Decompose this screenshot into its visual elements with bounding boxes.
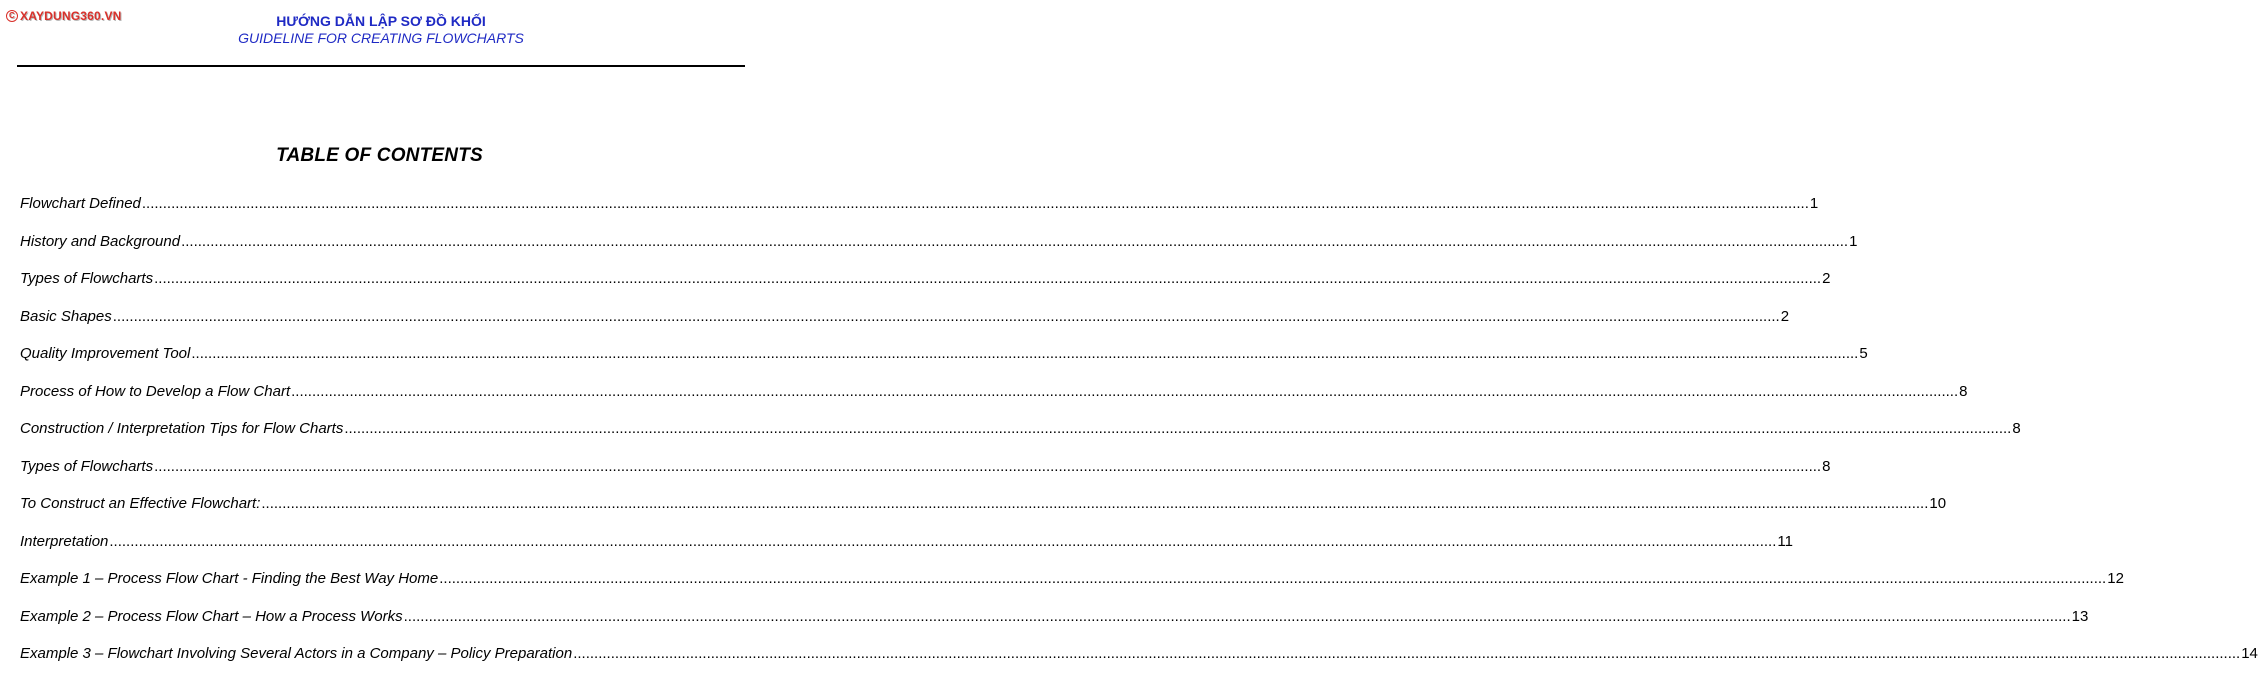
header-divider xyxy=(17,65,745,67)
toc-entry[interactable] xyxy=(20,419,2021,457)
toc-entry-title: Interpretation xyxy=(20,532,109,550)
toc-entry[interactable] xyxy=(20,607,2089,645)
header-title-vietnamese: HƯỚNG DẪN LẬP SƠ ĐỒ KHỐI xyxy=(276,13,486,29)
toc-leader-dots: ................................................................................................................................................................................................................................................................................................................................................................................................................ xyxy=(261,495,1929,512)
toc-entry[interactable] xyxy=(20,644,2258,682)
toc-entry-page: 2 xyxy=(1822,270,1831,287)
toc-leader-dots: ................................................................................................................................................................................................................................................................................................................................................................................................................ xyxy=(191,345,1859,362)
toc-entry-title: Example 1 – Process Flow Chart - Finding the Best Way Home xyxy=(20,570,439,587)
header-title-english: GUIDELINE FOR CREATING FLOWCHARTS xyxy=(238,30,524,46)
watermark-text: XAYDUNG360.VN xyxy=(20,9,122,23)
toc-entry-page: 1 xyxy=(1809,195,1819,212)
toc-leader-dots: ................................................................................................................................................................................................................................................................................................................................................................................................................ xyxy=(439,570,2107,587)
toc-entry-title: Construction / Interpretation Tips for Flow Charts xyxy=(20,420,344,437)
toc-entry[interactable] xyxy=(20,232,1858,270)
toc-entry[interactable] xyxy=(20,569,2124,607)
toc-entry-page: 1 xyxy=(1849,232,1858,250)
toc-entry-title: Example 2 – Process Flow Chart – How a Process Works xyxy=(20,607,403,625)
toc-entry-page: 5 xyxy=(1859,345,1868,362)
toc-entry[interactable] xyxy=(20,457,1831,495)
toc-leader-dots: ................................................................................................................................................................................................................................................................................................................................................................................................................ xyxy=(344,420,2012,437)
toc-leader-dots: ................................................................................................................................................................................................................................................................................................................................................................................................................ xyxy=(403,607,2071,625)
copyright-icon: C xyxy=(6,10,18,22)
toc-leader-dots: ................................................................................................................................................................................................................................................................................................................................................................................................................ xyxy=(141,195,1809,212)
toc-leader-dots: ................................................................................................................................................................................................................................................................................................................................................................................................................ xyxy=(291,382,1959,400)
toc-entry[interactable] xyxy=(20,269,1831,307)
toc-entry-page: 8 xyxy=(1959,382,1968,400)
document-header xyxy=(0,13,759,47)
toc-leader-dots: ................................................................................................................................................................................................................................................................................................................................................................................................................ xyxy=(181,232,1849,250)
toc-leader-dots: ................................................................................................................................................................................................................................................................................................................................................................................................................ xyxy=(109,532,1777,550)
toc-heading: TABLE OF CONTENTS xyxy=(276,145,483,166)
toc-entry[interactable] xyxy=(20,532,1793,570)
toc-entry[interactable] xyxy=(20,494,1947,532)
toc-entry-page: 13 xyxy=(2071,607,2089,625)
toc-leader-dots: ................................................................................................................................................................................................................................................................................................................................................................................................................ xyxy=(112,307,1780,325)
toc-leader-dots: ................................................................................................................................................................................................................................................................................................................................................................................................................ xyxy=(154,457,1822,475)
toc-entry[interactable] xyxy=(20,382,1968,420)
toc-entry-title: Basic Shapes xyxy=(20,307,112,325)
toc-entry-page: 11 xyxy=(1777,532,1793,550)
toc-entry-page: 8 xyxy=(1822,457,1831,475)
toc-entry-title: Types of Flowcharts xyxy=(20,457,154,475)
toc-entry-title: Process of How to Develop a Flow Chart xyxy=(20,382,291,400)
toc-entry-page: 10 xyxy=(1929,495,1947,512)
toc-entry-title: History and Background xyxy=(20,232,181,250)
toc-entry-page: 14 xyxy=(2241,645,2258,662)
toc-entry-title: Quality Improvement Tool xyxy=(20,345,191,362)
toc-entry[interactable] xyxy=(20,194,1819,232)
toc-leader-dots: ................................................................................................................................................................................................................................................................................................................................................................................................................ xyxy=(573,645,2241,662)
toc-entry-page: 2 xyxy=(1780,307,1790,325)
toc-entry[interactable] xyxy=(20,344,1868,382)
toc-entry-title: To Construct an Effective Flowchart: xyxy=(20,495,261,512)
toc-entry-page: 12 xyxy=(2107,570,2124,587)
toc-entry[interactable] xyxy=(20,307,1790,345)
toc-entry-title: Example 3 – Flowchart Involving Several Actors in a Company – Policy Preparation xyxy=(20,645,573,662)
toc-entry-page: 8 xyxy=(2012,420,2021,437)
toc-entry-title: Flowchart Defined xyxy=(20,195,141,212)
toc-leader-dots: ................................................................................................................................................................................................................................................................................................................................................................................................................ xyxy=(154,270,1822,287)
table-of-contents xyxy=(20,194,2258,682)
toc-entry-title: Types of Flowcharts xyxy=(20,270,154,287)
